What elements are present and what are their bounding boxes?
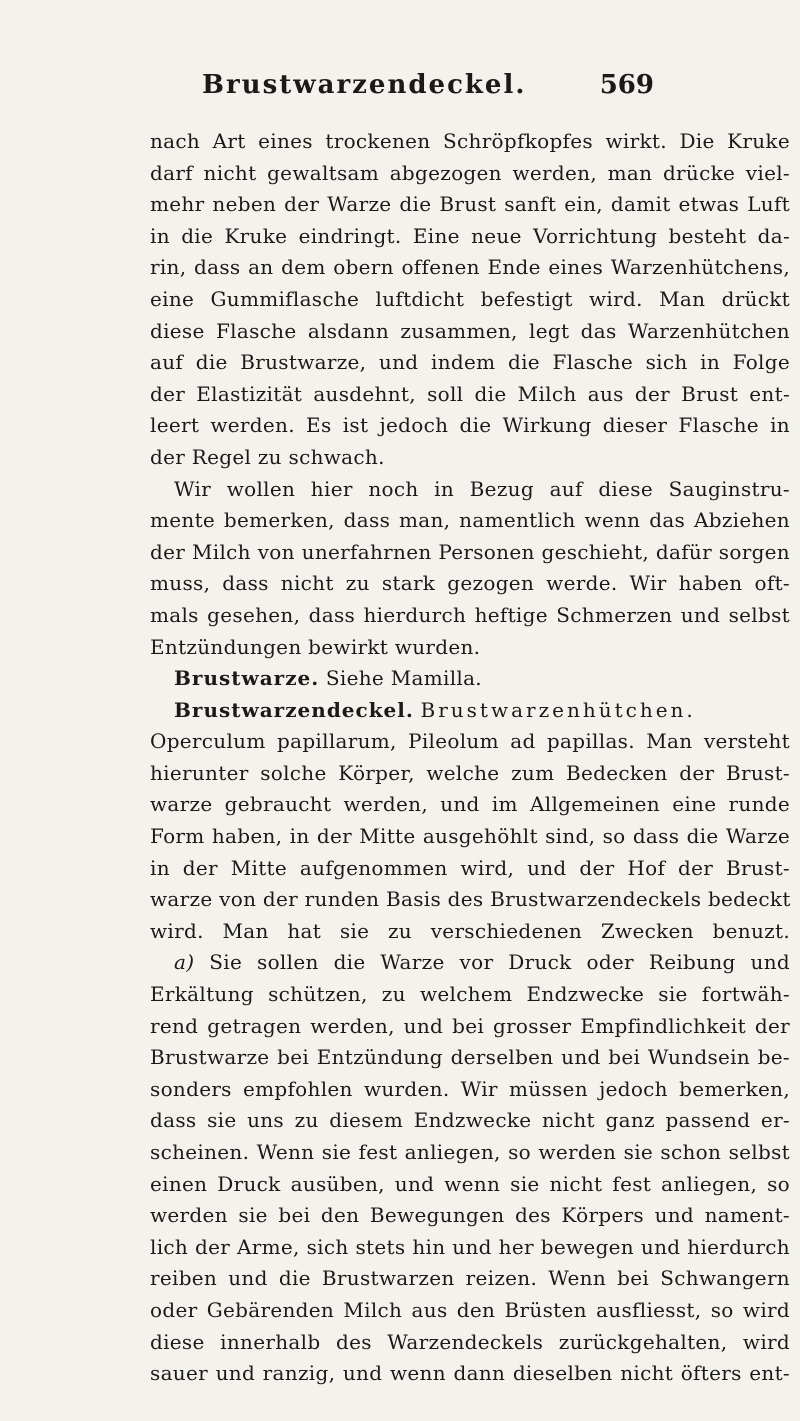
text-line: der Milch von unerfahrnen Personen geschieht, dafür sorgen <box>150 539 790 564</box>
text-line: wird. Man hat sie zu verschiedenen Zwecken benuzt. <box>150 918 790 943</box>
item-marker: a) <box>174 950 195 975</box>
text-line: diese innerhalb des Warzendeckels zurückgehalten, wird <box>150 1329 790 1354</box>
entry-synonym: Brustwarzenhütchen. <box>420 697 696 722</box>
text-line: einen Druck ausüben, und wenn sie nicht fest anliegen, so <box>150 1171 790 1196</box>
text-line: sonders empfohlen wurden. Wir müssen jedoch bemerken, <box>150 1076 790 1101</box>
text-line: Entzündungen bewirkt wurden. <box>150 634 481 659</box>
text-line: in die Kruke eindringt. Eine neue Vorrichtung besteht da- <box>150 223 790 248</box>
page-number: 569 <box>599 70 654 100</box>
text-line: hierunter solche Körper, welche zum Bedecken der Brust- <box>150 760 790 785</box>
text-line: oder Gebärenden Milch aus den Brüsten ausfliesst, so wird <box>150 1297 790 1322</box>
text-line: Wir wollen hier noch in Bezug auf diese Sauginstru- <box>174 476 790 501</box>
text-line: leert werden. Es ist jedoch die Wirkung dieser Flasche in <box>150 413 790 438</box>
text-line: mehr neben der Warze die Brust sanft ein, damit etwas Luft <box>150 192 790 217</box>
text-line: werden sie bei den Bewegungen des Körpers und nament- <box>150 1203 790 1228</box>
text-line: mals gesehen, dass hierdurch heftige Schmerzen und selbst <box>150 602 790 627</box>
text-line: warze gebraucht werden, und im Allgemeinen eine runde <box>150 792 790 817</box>
entry-lemma: Brustwarze. <box>174 666 320 691</box>
text-line: lich der Arme, sich stets hin und her bewegen und hierdurch <box>150 1234 790 1259</box>
entry-brustwarze <box>150 663 790 695</box>
entry-lemma: Brustwarzendeckel. <box>174 697 414 722</box>
list-item-a <box>150 947 790 979</box>
text-line: muss, dass nicht zu stark gezogen werde. Wir haben oft- <box>150 571 790 596</box>
body-text <box>150 126 790 1390</box>
text-line: Operculum papillarum, Pileolum ad papillas. Man versteht <box>150 729 790 754</box>
text-line: reiben und die Brustwarzen reizen. Wenn bei Schwangern <box>150 1266 790 1291</box>
text-line: Erkältung schützen, zu welchem Endzwecke sie fortwäh- <box>150 982 790 1007</box>
text-line: nach Art eines trockenen Schröpfkopfes wirkt. Die Kruke <box>150 129 790 153</box>
text-line: darf nicht gewaltsam abgezogen werden, man drücke viel- <box>150 160 790 185</box>
item-text: Sie sollen die Warze vor Druck oder Reibung und <box>209 950 790 975</box>
running-title: Brustwarzendeckel. <box>202 70 527 100</box>
text-line: eine Gummiflasche luftdicht befestigt wird. Man drückt <box>150 286 790 311</box>
text-line: auf die Brustwarze, und indem die Flasche sich in Folge <box>150 350 790 375</box>
text-line: diese Flasche alsdann zusammen, legt das Warzenhütchen <box>150 318 790 343</box>
text-line: sauer und ranzig, und wenn dann dieselben nicht öfters ent- <box>150 1361 790 1386</box>
entry-text: Siehe Mamilla. <box>325 666 482 691</box>
text-line: der Elastizität ausdehnt, soll die Milch aus der Brust ent- <box>150 381 790 406</box>
text-line: der Regel zu schwach. <box>150 444 385 469</box>
text-line: Form haben, in der Mitte ausgehöhlt sind, so dass die Warze <box>150 824 790 849</box>
text-line: mente bemerken, dass man, namentlich wenn das Abziehen <box>150 508 790 533</box>
text-line: dass sie uns zu diesem Endzwecke nicht ganz passend er- <box>150 1108 790 1133</box>
text-line: in der Mitte aufgenommen wird, und der Hof der Brust- <box>150 855 790 880</box>
text-line: Brustwarze bei Entzündung derselben und bei Wundsein be- <box>150 1045 790 1070</box>
text-line: warze von der runden Basis des Brustwarzendeckels bedeckt <box>150 887 791 912</box>
text-line: rend getragen werden, und bei grosser Empfindlichkeit der <box>150 1013 790 1038</box>
entry-brustwarzendeckel <box>150 695 790 727</box>
text-line: rin, dass an dem obern offenen Ende eines Warzenhütchens, <box>150 255 790 280</box>
text-line: scheinen. Wenn sie fest anliegen, so werden sie schon selbst <box>150 1140 790 1164</box>
